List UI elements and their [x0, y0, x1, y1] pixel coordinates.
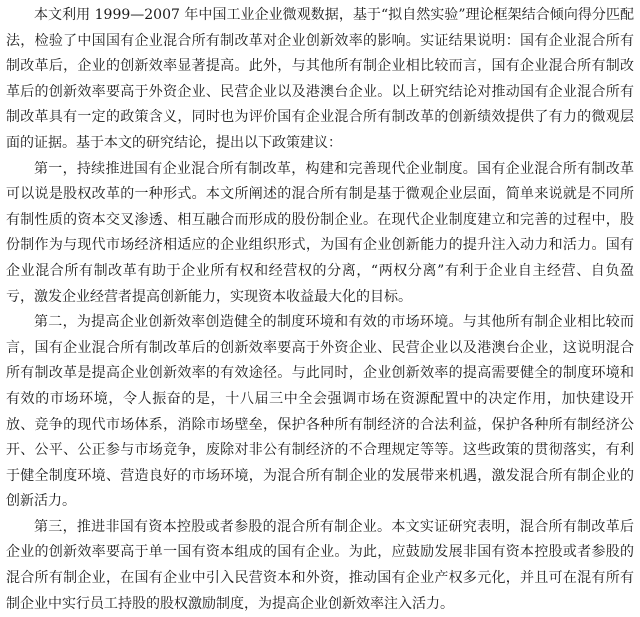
paragraph-suggestion-1: 第一，持续推进国有企业混合所有制改革，构建和完善现代企业制度。国有企业混合所有制改革可以说是股权改革的一种形式。本文所阐述的混合所有制是基于微观企业层面，简单来说就是不同所有制性质的资本交叉渗透、相互融合而形成的股份制企业。在现代企业制度建立和完善的过程中，股份制作为与现代市场经济相适应的企业组织形式，为国有企业创新能力的提升注入动力和活力。国有企业混合所有制改革有助于企业所有权和经营权的分离，“两权分离”有利于企业自主经营、自负盈亏，激发企业经营者提高创新能力，实现资本收益最大化的目标。 [6, 160, 634, 305]
paragraph-suggestion-3: 第三，推进非国有资本控股或者参股的混合所有制企业。本文实证研究表明，混合所有制改革后企业的创新效率要高于单一国有资本组成的国有企业。为此，应鼓励发展非国有资本控股或者参股的混合所有制企业，在国有企业中引入民营资本和外资，推动国有企业产权多元化，并且可在混有所有制企业中实行员工持股的股权激励制度，为提高企业创新效率注入活力。 [6, 518, 634, 612]
paragraph-summary: 本文利用 1999—2007 年中国工业企业微观数据，基于“拟自然实验”理论框架结合倾向得分匹配法，检验了中国国有企业混合所有制改革对企业创新效率的影响。实证结果说明：国有企业混合所有制改革后，企业的创新效率显著提高。此外，与其他所有制企业相比较而言，国有企业混合所有制改革后的创新效率要高于外资企业、民营企业以及港澳台企业。以上研究结论对推动国有企业混合所有制改革具有一定的政策含义，同时也为评价国有企业混合所有制改革的创新绩效提供了有力的微观层面的证据。基于本文的研究结论，提出以下政策建议： [6, 7, 634, 151]
paragraph-suggestion-2: 第二，为提高企业创新效率创造健全的制度环境和有效的市场环境。与其他所有制企业相比较而言，国有企业混合所有制改革后的创新效率要高于外资企业、民营企业以及港澳台企业，这说明混合所有制改革是提高企业创新效率的有效途径。与此同时，企业创新效率的提高需要健全的制度环境和有效的市场环境，令人振奋的是，十八届三中全会强调市场在资源配置中的决定作用，加快建设开放、竞争的现代市场体系，消除市场壁垒，保护各种所有制经济的合法利益，保护各种所有制经济公开、公平、公正参与市场竞争，废除对非公有制经济的不合理规定等等。这些政策的贯彻落实，有利于健全制度环境、营造良好的市场环境，为混合所有制企业的发展带来机遇，激发混合所有制企业的创新活力。 [6, 314, 634, 510]
